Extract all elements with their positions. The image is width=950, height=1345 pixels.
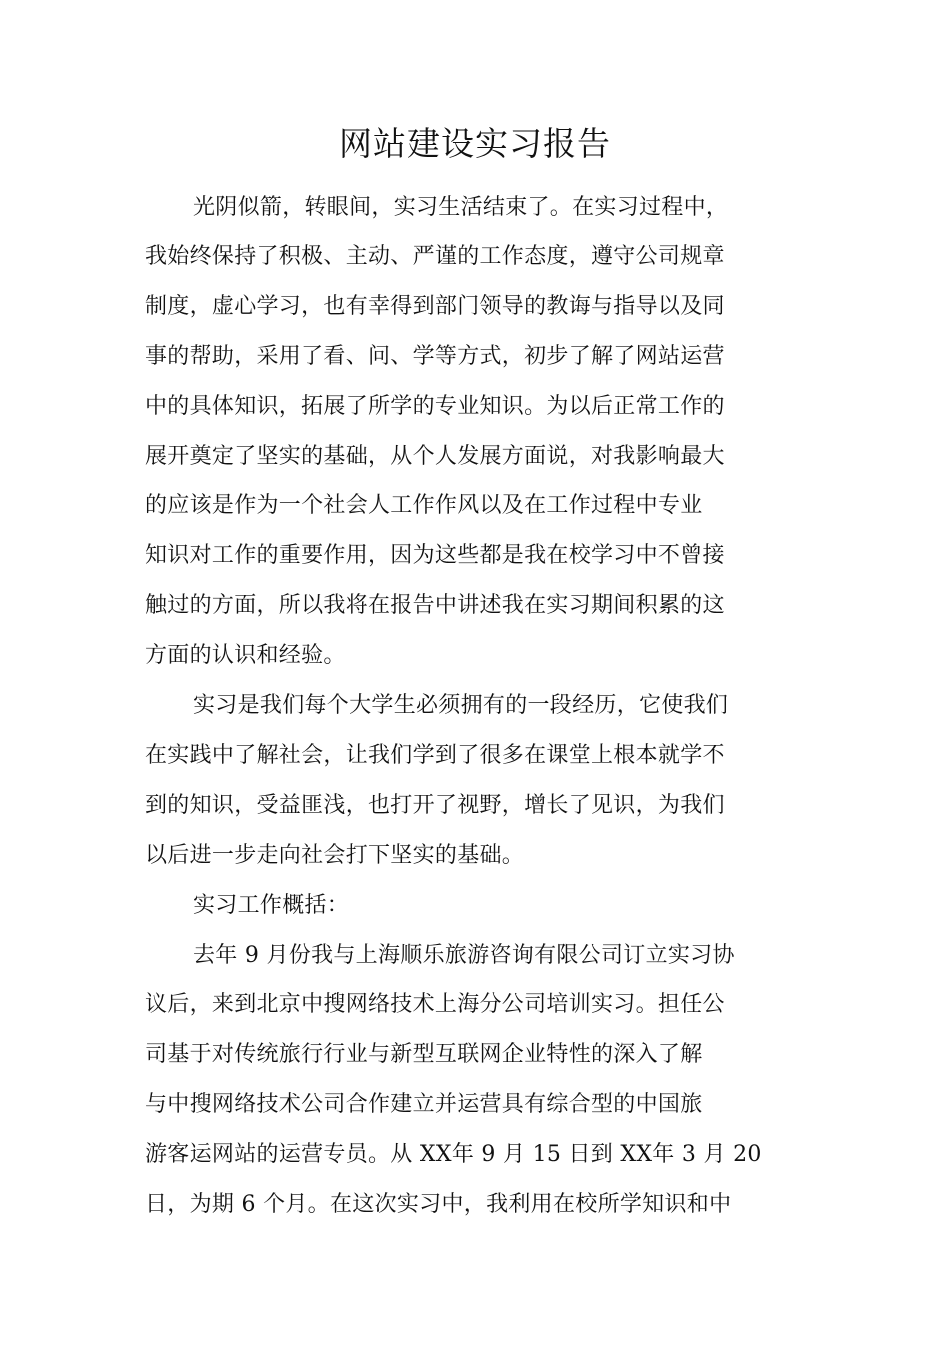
paragraph-line: 议后，来到北京中搜网络技术上海分公司培训实习。担任公 — [145, 992, 725, 1017]
paragraph-line: 去年 9 月份我与上海顺乐旅游咨询有限公司订立实习协 — [193, 943, 735, 968]
paragraph-line: 在实践中了解社会，让我们学到了很多在课堂上根本就学不 — [145, 743, 725, 768]
paragraph-line: 游客运网站的运营专员。从 XX年 9 月 15 日到 XX年 3 月 20 — [145, 1142, 762, 1167]
paragraph-line: 中的具体知识，拓展了所学的专业知识。为以后正常工作的 — [145, 394, 725, 419]
paragraph-line: 以后进一步走向社会打下坚实的基础。 — [145, 843, 525, 868]
paragraph-line: 事的帮助，采用了看、问、学等方式，初步了解了网站运营 — [145, 344, 725, 369]
paragraph-line: 司基于对传统旅行行业与新型互联网企业特性的深入了解 — [145, 1042, 703, 1067]
paragraph-line: 到的知识，受益匪浅，也打开了视野，增长了见识，为我们 — [145, 793, 725, 818]
paragraph-line: 我始终保持了积极、主动、严谨的工作态度，遵守公司规章 — [145, 244, 725, 269]
paragraph-line: 日，为期 6 个月。在这次实习中，我利用在校所学知识和中 — [145, 1192, 732, 1217]
paragraph-line: 展开奠定了坚实的基础，从个人发展方面说，对我影响最大 — [145, 444, 725, 469]
paragraph-line: 制度，虚心学习，也有幸得到部门领导的教诲与指导以及同 — [145, 294, 725, 319]
paragraph-line: 与中搜网络技术公司合作建立并运营具有综合型的中国旅 — [145, 1092, 703, 1117]
paragraph-line: 的应该是作为一个社会人工作作风以及在工作过程中专业 — [145, 493, 703, 518]
paragraph-line: 知识对工作的重要作用，因为这些都是我在校学习中不曾接 — [145, 543, 725, 568]
paragraph-line: 方面的认识和经验。 — [145, 643, 346, 668]
document-title: 网站建设实习报告 — [339, 124, 611, 163]
paragraph-line: 实习是我们每个大学生必须拥有的一段经历，它使我们 — [193, 693, 729, 718]
paragraph-line: 触过的方面，所以我将在报告中讲述我在实习期间积累的这 — [145, 593, 725, 618]
section-heading: 实习工作概括： — [193, 893, 350, 918]
paragraph-line: 光阴似箭，转眼间，实习生活结束了。在实习过程中， — [193, 195, 729, 220]
